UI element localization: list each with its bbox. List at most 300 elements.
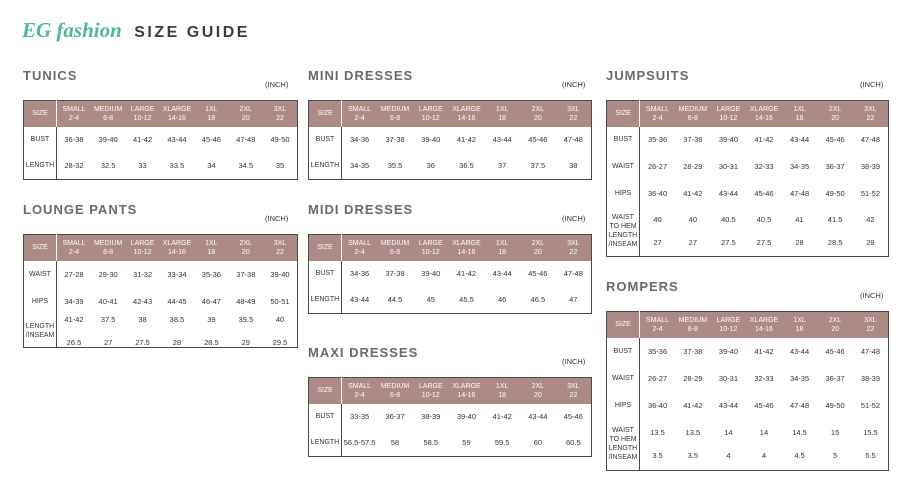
- measurement-label: [309, 153, 342, 180]
- measurement-value: [342, 153, 378, 180]
- size-range: 10-12: [421, 391, 440, 399]
- measurement-label-line: LENGTH: [310, 439, 340, 447]
- measurement-value: [782, 419, 818, 471]
- measurement-value: [413, 287, 449, 314]
- size-column-header: [484, 101, 520, 127]
- measurement-value: [91, 288, 125, 315]
- measurement-value: [675, 365, 711, 392]
- measurement-value: [782, 127, 818, 153]
- size-name: 3XL: [864, 105, 877, 113]
- measurement-value: [229, 315, 263, 348]
- size-name: XLARGE: [452, 382, 481, 390]
- size-name: LARGE: [418, 382, 443, 390]
- size-column-header: [449, 235, 485, 261]
- measurement-value: [377, 127, 413, 153]
- measurement-value: [263, 288, 297, 315]
- measurement-value: [556, 153, 592, 180]
- size-range: 2-4: [354, 391, 365, 399]
- measurement-value-line: 34-35: [350, 161, 370, 171]
- measurement-label: [607, 153, 640, 180]
- size-range: 20: [533, 114, 542, 122]
- measurement-value-line: 36: [426, 161, 435, 171]
- measurement-value: [675, 207, 711, 257]
- size-header-row: [607, 312, 889, 338]
- size-range: 18: [498, 114, 507, 122]
- measurement-value: [675, 180, 711, 207]
- size-table: [23, 234, 298, 348]
- size-range: 10-12: [719, 325, 738, 333]
- section-rompers: [606, 279, 888, 475]
- measurement-value-line: 45-46: [528, 135, 548, 144]
- measurement-value: [640, 153, 676, 180]
- measurement-value: [711, 365, 747, 392]
- measurement-value-line: 35-36: [647, 135, 668, 144]
- table-row: [24, 153, 298, 180]
- size-range: 22: [569, 248, 578, 256]
- measurement-value: [556, 430, 592, 457]
- measurement-value-line: 32-33: [754, 373, 774, 383]
- size-range: 22: [866, 325, 875, 333]
- measurement-value-line: 38-39: [421, 412, 441, 421]
- measurement-value: [484, 127, 520, 153]
- measurement-value: [125, 315, 159, 348]
- size-range: 2-4: [68, 248, 80, 256]
- size-name: 1XL: [495, 239, 509, 247]
- measurement-value-line: 49-50: [825, 188, 845, 198]
- measurement-value-line: 40: [688, 215, 698, 225]
- measurement-value: [640, 127, 676, 153]
- size-column-header: [342, 378, 378, 404]
- measurement-value: [377, 404, 413, 430]
- measurement-value-line: 29-30: [98, 269, 118, 279]
- measurement-label-line: WAIST: [612, 427, 634, 435]
- measurement-value-line: 45: [426, 295, 435, 305]
- measurement-value: [377, 153, 413, 180]
- measurement-value: [160, 153, 194, 180]
- measurement-label: [24, 261, 57, 288]
- size-column-header: [160, 101, 194, 127]
- measurement-value: [853, 127, 889, 153]
- measurement-value: [342, 430, 378, 457]
- table-row: [309, 404, 592, 430]
- measurement-value-line: 4.5: [794, 451, 805, 461]
- size-column-header: [125, 101, 159, 127]
- measurement-value: [711, 180, 747, 207]
- size-range: 14-16: [755, 325, 773, 333]
- measurement-value-line: 36-40: [647, 188, 668, 198]
- measurement-value-line: 27-28: [64, 269, 84, 279]
- size-column-header: [782, 101, 818, 127]
- size-column-header: [675, 101, 711, 127]
- size-name: LARGE: [418, 239, 443, 247]
- measurement-value: [782, 153, 818, 180]
- measurement-value-line: 41-42: [754, 135, 774, 144]
- size-header-label: SIZE: [24, 235, 57, 261]
- measurement-value-line: 43-44: [789, 135, 810, 144]
- size-column-header: [413, 235, 449, 261]
- unit-label: (INCH): [562, 357, 586, 366]
- size-name: MEDIUM: [380, 382, 410, 390]
- measurement-value-line: 33: [138, 161, 147, 171]
- section-title: LOUNGE PANTS: [23, 202, 138, 217]
- measurement-value-line: 39: [207, 314, 216, 324]
- size-range: 20: [831, 325, 839, 333]
- section-midi-dresses: [308, 202, 591, 318]
- measurement-value-line: 51-52: [860, 400, 880, 410]
- brand-logo: EG fashion: [22, 18, 122, 42]
- size-header-label: SIZE: [309, 378, 342, 404]
- measurement-value-line: 28.5: [204, 337, 219, 347]
- measurement-value: [817, 392, 853, 419]
- measurement-label-line: BUST: [315, 413, 335, 420]
- measurement-label: [309, 430, 342, 457]
- measurement-value: [229, 261, 263, 288]
- size-name: SMALL: [62, 105, 86, 113]
- size-column-header: [675, 312, 711, 338]
- measurement-label-line: BUST: [315, 270, 335, 277]
- measurement-value-line: 44-45: [167, 296, 187, 306]
- measurement-value: [640, 365, 676, 392]
- measurement-value-line: 39-40: [718, 135, 738, 144]
- measurement-value-line: 13.5: [685, 428, 701, 438]
- size-column-header: [194, 101, 228, 127]
- measurement-value: [57, 127, 91, 153]
- size-header-label: SIZE: [607, 312, 640, 338]
- size-name: 3XL: [864, 316, 877, 324]
- measurement-value-line: 4: [726, 451, 731, 461]
- measurement-value-line: 31-32: [132, 269, 153, 279]
- size-name: 2XL: [828, 316, 842, 324]
- measurement-value-line: 43-44: [718, 400, 738, 410]
- size-name: XLARGE: [749, 105, 779, 113]
- size-range: 22: [569, 114, 578, 122]
- measurement-value: [91, 261, 125, 288]
- size-table: [308, 377, 592, 457]
- size-name: 2XL: [239, 239, 253, 247]
- size-range: 22: [276, 114, 284, 122]
- table-row: [24, 288, 298, 315]
- measurement-value: [817, 127, 853, 153]
- size-range: 10-12: [133, 248, 152, 256]
- size-range: 22: [276, 248, 284, 256]
- measurement-value-line: 43-44: [718, 188, 738, 198]
- size-range: 2-4: [68, 114, 80, 122]
- measurement-value-line: 32.5: [100, 161, 116, 171]
- measurement-value-line: 45-46: [825, 135, 845, 144]
- measurement-value-line: 40: [275, 314, 285, 324]
- size-name: 2XL: [531, 105, 545, 113]
- size-name: XLARGE: [452, 105, 481, 113]
- measurement-value-line: 38-39: [860, 373, 880, 383]
- size-table: [308, 234, 592, 314]
- measurement-value-line: 45-46: [201, 135, 221, 144]
- measurement-value-line: 37.5: [530, 161, 546, 171]
- measurement-value-line: 47-48: [789, 400, 810, 410]
- measurement-value: [342, 287, 378, 314]
- measurement-value: [640, 419, 676, 471]
- measurement-value: [160, 288, 194, 315]
- size-range: 18: [795, 325, 804, 333]
- measurement-value-line: 15: [830, 428, 840, 438]
- measurement-value: [711, 419, 747, 471]
- size-name: 2XL: [828, 105, 842, 113]
- measurement-value-line: 34-36: [350, 269, 370, 278]
- measurement-value-line: 30-31: [718, 373, 738, 383]
- size-column-header: [449, 378, 485, 404]
- measurement-value-line: 59: [462, 438, 471, 448]
- measurement-label-line: LENGTH: [310, 162, 340, 170]
- measurement-value-line: 28-29: [683, 161, 703, 171]
- measurement-label: [607, 365, 640, 392]
- measurement-value-line: 29.5: [272, 337, 288, 347]
- measurement-value: [817, 207, 853, 257]
- table-row: [309, 287, 592, 314]
- measurement-value: [484, 404, 520, 430]
- size-column-header: [853, 312, 889, 338]
- measurement-value: [449, 127, 485, 153]
- measurement-value-line: 5: [833, 451, 838, 461]
- measurement-value: [817, 419, 853, 471]
- measurement-value-line: 41-42: [64, 314, 84, 324]
- measurement-value: [746, 419, 782, 471]
- measurement-value-line: 39-40: [270, 269, 290, 279]
- measurement-value: [853, 207, 889, 257]
- size-name: MEDIUM: [678, 316, 708, 324]
- measurement-value-line: 38: [138, 314, 147, 324]
- size-name: SMALL: [646, 105, 670, 113]
- measurement-value-line: 45-46: [563, 412, 583, 421]
- size-name: 2XL: [531, 382, 545, 390]
- measurement-value-line: 47-48: [563, 269, 583, 278]
- unit-label: (INCH): [562, 214, 586, 223]
- measurement-value-line: 45.5: [459, 295, 474, 305]
- size-column-header: [377, 378, 413, 404]
- size-header-label: SIZE: [607, 101, 640, 127]
- measurement-value-line: 14: [759, 428, 769, 438]
- measurement-value: [229, 153, 263, 180]
- measurement-value-line: 35: [275, 161, 285, 171]
- measurement-value: [746, 180, 782, 207]
- page-header: [22, 18, 250, 43]
- measurement-value: [782, 207, 818, 257]
- measurement-value-line: 30-31: [718, 161, 738, 171]
- size-name: 3XL: [567, 382, 580, 390]
- measurement-label: [24, 315, 57, 348]
- size-column-header: [520, 378, 556, 404]
- page-title: SIZE GUIDE: [134, 24, 250, 41]
- measurement-value: [711, 338, 747, 365]
- measurement-value-line: 60.5: [566, 438, 581, 448]
- size-range: 10-12: [421, 114, 440, 122]
- measurement-value-line: 38.5: [169, 314, 185, 324]
- size-column-header: [817, 312, 853, 338]
- measurement-value-line: 28: [795, 238, 804, 248]
- measurement-value-line: 27.5: [721, 238, 736, 248]
- size-range: 2-4: [652, 114, 663, 122]
- measurement-label-line: HIPS: [614, 401, 632, 409]
- measurement-value-line: 48-49: [236, 296, 256, 306]
- size-column-header: [194, 235, 228, 261]
- measurement-value: [413, 261, 449, 287]
- measurement-value: [782, 180, 818, 207]
- size-range: 18: [498, 248, 507, 256]
- measurement-value-line: 26.5: [66, 337, 82, 347]
- measurement-value: [782, 338, 818, 365]
- measurement-label-line: WAIST: [29, 270, 51, 278]
- size-header-row: [309, 235, 592, 261]
- size-name: XLARGE: [162, 105, 192, 113]
- measurement-value: [484, 153, 520, 180]
- size-column-header: [484, 378, 520, 404]
- measurement-value-line: 47-48: [236, 135, 256, 144]
- measurement-value-line: 33.5: [169, 161, 185, 171]
- measurement-label: [309, 127, 342, 153]
- measurement-value: [556, 261, 592, 287]
- measurement-value-line: 27: [653, 238, 662, 248]
- size-name: MEDIUM: [93, 105, 123, 113]
- size-name: LARGE: [130, 239, 155, 247]
- section-title: MAXI DRESSES: [308, 345, 419, 360]
- measurement-value: [125, 288, 159, 315]
- measurement-label: [309, 287, 342, 314]
- measurement-value-line: 34-35: [789, 161, 810, 171]
- measurement-value-line: 26-27: [647, 161, 668, 171]
- measurement-label-line: WAIST: [612, 374, 634, 382]
- table-row: [309, 261, 592, 287]
- measurement-label-line: LENGTH: [25, 322, 55, 330]
- measurement-value: [57, 288, 91, 315]
- measurement-label: [607, 127, 640, 153]
- measurement-value-line: 38-39: [860, 161, 880, 171]
- size-header-row: [309, 101, 592, 127]
- table-row: [607, 392, 889, 419]
- measurement-value: [675, 419, 711, 471]
- measurement-value: [817, 365, 853, 392]
- size-range: 6-8: [389, 114, 401, 122]
- measurement-value-line: 40: [653, 215, 662, 225]
- measurement-value-line: 33-35: [350, 412, 370, 421]
- measurement-value-line: 58: [390, 438, 400, 448]
- size-range: 6-8: [687, 114, 698, 122]
- measurement-value-line: 43-44: [789, 346, 810, 356]
- size-column-header: [377, 235, 413, 261]
- measurement-value-line: 59.5: [494, 438, 510, 448]
- measurement-label-line: /INSEAM: [25, 331, 55, 339]
- measurement-value-line: 39.5: [238, 314, 254, 324]
- measurement-label: [607, 419, 640, 471]
- measurement-value-line: 15.5: [863, 428, 878, 438]
- measurement-value-line: 36-37: [825, 373, 845, 383]
- measurement-value-line: 37: [497, 161, 507, 171]
- size-name: LARGE: [716, 105, 741, 113]
- size-name: SMALL: [62, 239, 86, 247]
- size-header-row: [607, 101, 889, 127]
- size-name: 1XL: [793, 105, 806, 113]
- measurement-value: [711, 207, 747, 257]
- measurement-value-line: 40.5: [756, 215, 772, 225]
- measurement-value-line: 41-42: [456, 269, 477, 278]
- measurement-value-line: 28-29: [683, 373, 703, 383]
- table-row: [607, 180, 889, 207]
- table-row: [309, 430, 592, 457]
- measurement-label: [309, 404, 342, 430]
- size-column-header: [263, 101, 297, 127]
- measurement-value: [711, 153, 747, 180]
- measurement-value-line: 49-50: [270, 135, 290, 144]
- measurement-value: [675, 153, 711, 180]
- size-name: LARGE: [130, 105, 155, 113]
- measurement-value: [853, 392, 889, 419]
- size-column-header: [484, 235, 520, 261]
- measurement-label-line: LENGTH: [25, 162, 55, 170]
- size-range: 6-8: [389, 391, 401, 399]
- size-header-label: SIZE: [309, 235, 342, 261]
- size-column-header: [57, 235, 91, 261]
- measurement-value-line: 45-46: [825, 346, 845, 356]
- measurement-value: [377, 287, 413, 314]
- measurement-value-line: 26-27: [647, 373, 668, 383]
- section-title: MIDI DRESSES: [308, 202, 414, 217]
- size-range: 14-16: [168, 248, 186, 256]
- measurement-value: [675, 338, 711, 365]
- size-name: MEDIUM: [93, 239, 123, 247]
- measurement-value: [675, 392, 711, 419]
- measurement-value-line: 33-34: [167, 269, 187, 279]
- size-column-header: [160, 235, 194, 261]
- measurement-value-line: 28.5: [827, 238, 843, 248]
- measurement-value: [194, 315, 228, 348]
- size-name: LARGE: [716, 316, 741, 324]
- section-mini-dresses: [308, 68, 591, 184]
- measurement-value: [377, 261, 413, 287]
- measurement-value-line: 49-50: [825, 400, 845, 410]
- measurement-value: [194, 261, 228, 288]
- measurement-value-line: 37-38: [683, 135, 703, 144]
- unit-label: (INCH): [265, 214, 289, 223]
- measurement-value: [413, 430, 449, 457]
- measurement-value-line: 29: [241, 337, 250, 347]
- measurement-value-line: 45-46: [754, 188, 774, 198]
- measurement-value-line: 36-37: [825, 161, 845, 171]
- table-row: [607, 419, 889, 471]
- size-column-header: [377, 101, 413, 127]
- measurement-value-line: 35-36: [201, 269, 221, 279]
- size-column-header: [57, 101, 91, 127]
- measurement-value: [91, 127, 125, 153]
- size-name: 3XL: [273, 239, 287, 247]
- size-column-header: [229, 101, 263, 127]
- measurement-label-line: BUST: [613, 136, 633, 143]
- measurement-value: [520, 127, 556, 153]
- measurement-value-line: 35.5: [387, 161, 403, 171]
- measurement-label: [607, 338, 640, 365]
- size-range: 14-16: [457, 248, 476, 256]
- size-range: 20: [831, 114, 839, 122]
- measurement-value-line: 58.5: [423, 438, 439, 448]
- size-column-header: [746, 312, 782, 338]
- measurement-label-line: BUST: [613, 347, 633, 355]
- measurement-value-line: 43-44: [350, 295, 370, 305]
- size-range: 6-8: [687, 325, 698, 333]
- measurement-value-line: 42-43: [132, 296, 153, 306]
- measurement-value-line: 44.5: [387, 295, 403, 305]
- size-name: 2XL: [239, 105, 253, 113]
- measurement-label-line: LENGTH: [310, 296, 340, 304]
- table-row: [607, 365, 889, 392]
- measurement-value-line: 3.5: [652, 451, 663, 461]
- measurement-value: [125, 153, 159, 180]
- measurement-label-line: WAIST: [612, 162, 634, 170]
